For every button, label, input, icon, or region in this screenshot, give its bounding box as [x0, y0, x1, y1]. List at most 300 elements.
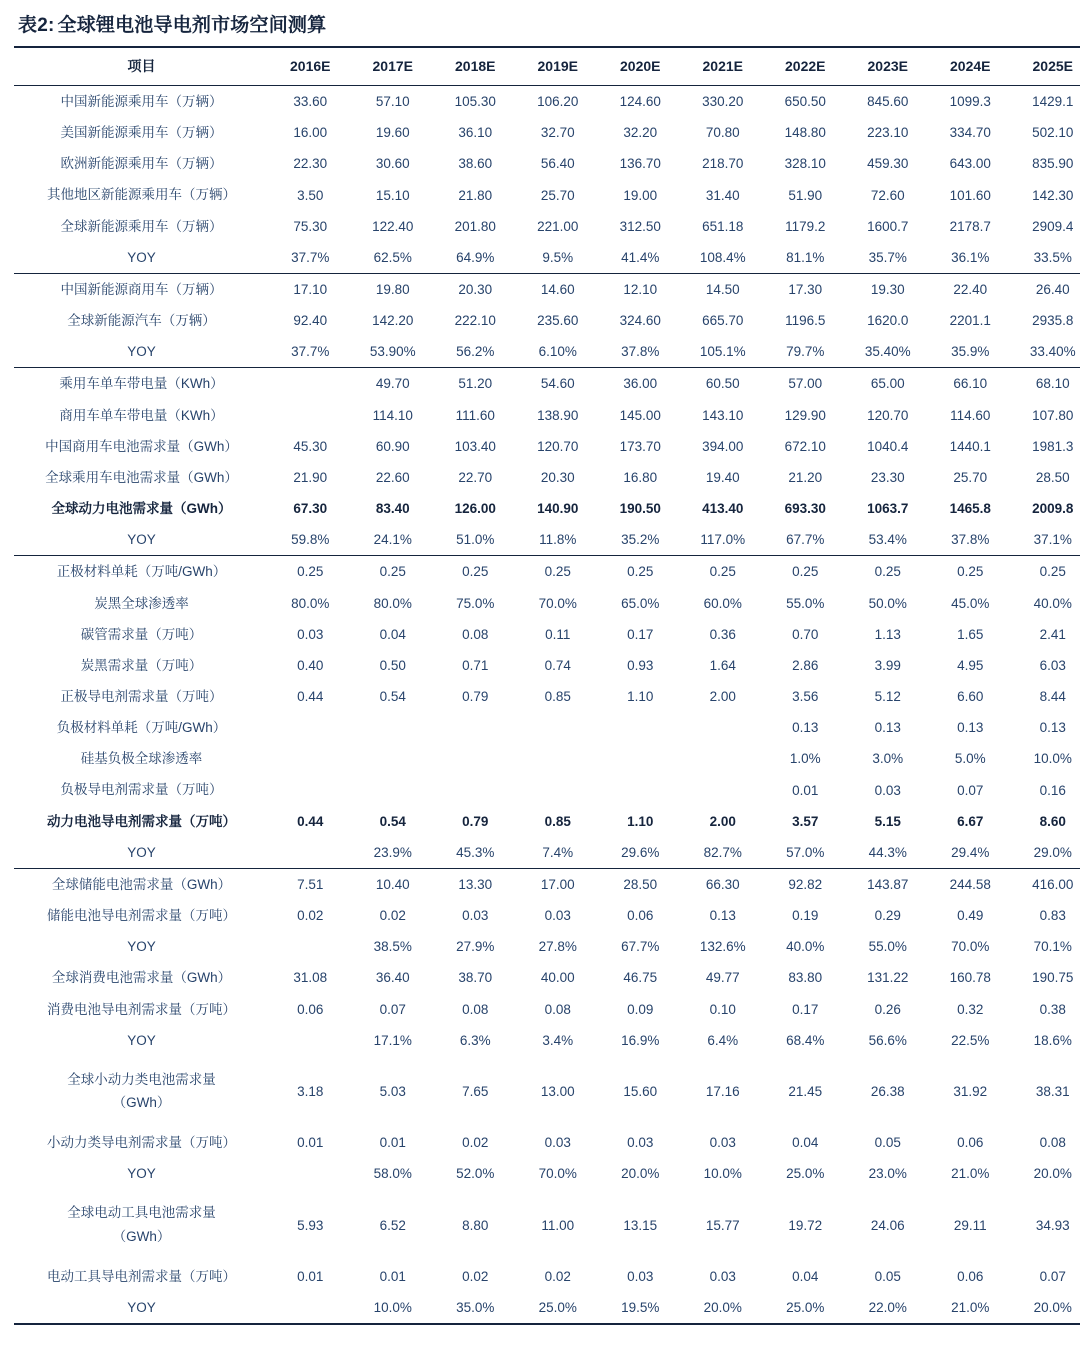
table-row — [14, 1025, 1080, 1056]
table-cell: 223.10 — [867, 125, 909, 141]
table-cell: 19.40 — [705, 469, 740, 485]
row-label: 炭黑需求量（万吨） — [80, 657, 203, 673]
table-row — [14, 1292, 1080, 1324]
table-row — [14, 493, 1080, 524]
table-cell: 6.60 — [957, 689, 984, 705]
table-cell: 0.25 — [599, 556, 682, 588]
table-cell: 0.29 — [874, 908, 901, 924]
table-cell: 56.40 — [540, 156, 575, 172]
row-label: 全球小动力类电池需求量 （GWh） — [67, 1071, 216, 1111]
table-cell: 67.7% — [621, 939, 660, 955]
table-cell: 19.00 — [623, 187, 658, 203]
table-cell: 25.0% — [786, 1166, 825, 1182]
table-cell: 10.40 — [352, 868, 435, 900]
table-cell — [517, 743, 600, 774]
column-header-year: 2018E — [434, 47, 517, 86]
table-cell: 10.0% — [373, 1299, 412, 1315]
row-label: 中国商用车电池需求量（GWh） — [45, 438, 238, 454]
table-cell: 1.65 — [957, 626, 984, 642]
table-cell — [434, 774, 517, 805]
row-label: 负极导电剂需求量（万吨） — [60, 782, 223, 798]
table-cell: 1063.7 — [867, 501, 909, 517]
table-row — [14, 837, 1080, 869]
table-cell: 0.25 — [517, 556, 600, 588]
table-cell: 0.03 — [297, 626, 324, 642]
table-cell: 51.0% — [456, 532, 495, 548]
table-row — [14, 1056, 1080, 1127]
table-cell: 120.70 — [537, 438, 579, 454]
table-row — [14, 117, 1080, 148]
table-cell: 1.10 — [627, 689, 654, 705]
table-cell: 0.06 — [297, 1001, 324, 1017]
table-cell: 334.70 — [949, 125, 991, 141]
table-cell: 25.0% — [786, 1299, 825, 1315]
table-cell: 0.08 — [544, 1001, 571, 1017]
column-header-year: 2022E — [764, 47, 847, 86]
table-cell — [269, 400, 352, 431]
table-cell: 3.4% — [542, 1032, 574, 1048]
table-cell: 201.80 — [454, 218, 496, 234]
table-cell — [434, 743, 517, 774]
row-label: YOY — [127, 1032, 156, 1048]
row-label: YOY — [127, 344, 156, 360]
table-cell: 20.0% — [621, 1166, 660, 1182]
table-cell: 0.01 — [379, 1268, 406, 1284]
table-cell: 23.0% — [868, 1166, 907, 1182]
column-header-label: 项目 — [14, 47, 269, 86]
row-label: 碳管需求量（万吨） — [80, 626, 203, 642]
row-label: 全球电动工具电池需求量 （GWh） — [67, 1205, 216, 1245]
table-cell: 38.31 — [1035, 1083, 1070, 1099]
table-cell: 52.0% — [456, 1166, 495, 1182]
table-cell: 665.70 — [702, 313, 744, 329]
table-cell: 10.0% — [1033, 751, 1072, 767]
table-cell: 0.25 — [682, 556, 765, 588]
table-cell: 394.00 — [702, 438, 744, 454]
table-cell: 330.20 — [702, 94, 744, 110]
table-cell: 7.4% — [542, 844, 574, 860]
table-cell: 19.5% — [621, 1299, 660, 1315]
table-cell: 0.49 — [957, 908, 984, 924]
table-cell: 25.70 — [953, 469, 988, 485]
table-cell: 3.0% — [872, 751, 904, 767]
table-cell: 17.00 — [517, 868, 600, 900]
table-cell: 126.00 — [454, 501, 496, 517]
table-cell: 20.0% — [703, 1299, 742, 1315]
table-cell: 29.0% — [1033, 844, 1072, 860]
table-cell: 0.13 — [874, 720, 901, 736]
table-row — [14, 1158, 1080, 1189]
table-cell: 22.0% — [868, 1299, 907, 1315]
table-cell: 312.50 — [619, 218, 661, 234]
table-cell: 55.0% — [786, 595, 825, 611]
table-cell: 29.6% — [621, 844, 660, 860]
table-cell: 56.2% — [456, 344, 495, 360]
table-cell: 0.17 — [627, 626, 654, 642]
column-header-year: 2024E — [929, 47, 1012, 86]
table-cell: 0.19 — [792, 908, 819, 924]
table-row — [14, 962, 1080, 993]
table-row — [14, 743, 1080, 774]
row-label: 商用车单车带电量（KWh） — [59, 407, 224, 423]
table-cell: 45.3% — [456, 844, 495, 860]
row-label: 硅基负极全球渗透率 — [80, 751, 203, 767]
table-cell: 5.93 — [297, 1217, 324, 1233]
row-label: 全球消费电池需求量（GWh） — [51, 970, 232, 986]
table-cell: 66.10 — [929, 368, 1012, 400]
table-row — [14, 400, 1080, 431]
table-cell: 16.00 — [293, 125, 328, 141]
table-row — [14, 211, 1080, 242]
table-cell: 17.16 — [705, 1083, 740, 1099]
table-cell: 80.0% — [373, 595, 412, 611]
table-cell: 65.0% — [621, 595, 660, 611]
row-label: 全球乘用车电池需求量（GWh） — [45, 469, 238, 485]
table-cell: 37.7% — [291, 344, 330, 360]
table-cell: 29.4% — [951, 844, 990, 860]
table-cell: 0.02 — [462, 1135, 489, 1151]
table-cell: 22.30 — [293, 156, 328, 172]
table-cell: 7.51 — [269, 868, 352, 900]
table-cell: 0.13 — [792, 720, 819, 736]
table-cell: 75.0% — [456, 595, 495, 611]
table-footer — [14, 1324, 1080, 1325]
column-header-year: 2020E — [599, 47, 682, 86]
table-cell: 6.4% — [707, 1032, 739, 1048]
table-cell: 32.20 — [623, 125, 658, 141]
table-cell: 17.1% — [373, 1032, 412, 1048]
table-cell: 131.22 — [867, 970, 909, 986]
table-cell: 83.40 — [375, 501, 410, 517]
table-cell — [269, 368, 352, 400]
table-cell: 31.40 — [705, 187, 740, 203]
table-cell: 8.60 — [1039, 813, 1066, 829]
table-cell: 16.9% — [621, 1032, 660, 1048]
table-cell: 0.25 — [1012, 556, 1080, 588]
table-cell: 2178.7 — [949, 218, 991, 234]
table-row — [14, 774, 1080, 805]
table-cell — [352, 743, 435, 774]
row-label: 正极导电剂需求量（万吨） — [60, 688, 223, 704]
table-row — [14, 681, 1080, 712]
table-cell — [352, 774, 435, 805]
table-cell: 0.13 — [957, 720, 984, 736]
table-cell: 0.83 — [1039, 908, 1066, 924]
table-cell: 35.2% — [621, 532, 660, 548]
table-cell: 36.00 — [599, 368, 682, 400]
column-header-year: 2021E — [682, 47, 765, 86]
table-cell: 19.30 — [847, 273, 930, 305]
table-cell: 59.8% — [291, 532, 330, 548]
table-cell: 79.7% — [786, 344, 825, 360]
table-cell: 36.10 — [458, 125, 493, 141]
table-cell: 0.08 — [462, 1001, 489, 1017]
table-cell: 33.60 — [293, 94, 328, 110]
table-cell: 49.70 — [352, 368, 435, 400]
table-cell: 11.00 — [541, 1217, 575, 1233]
table-cell: 693.30 — [784, 501, 826, 517]
table-cell: 70.0% — [951, 939, 990, 955]
table-cell: 173.70 — [619, 438, 661, 454]
table-cell: 75.30 — [293, 218, 328, 234]
table-cell: 1179.2 — [785, 218, 826, 234]
page-title — [14, 8, 1066, 46]
table-cell: 0.44 — [297, 813, 324, 829]
table-cell: 21.80 — [458, 187, 493, 203]
table-row — [14, 524, 1080, 556]
table-cell — [269, 837, 352, 869]
table-cell: 58.0% — [373, 1166, 412, 1182]
table-cell: 138.90 — [537, 407, 579, 423]
table-number: 表2: — [18, 15, 55, 36]
table-cell: 22.60 — [375, 469, 410, 485]
table-cell: 5.12 — [874, 689, 901, 705]
table-row — [14, 1261, 1080, 1292]
table-body — [14, 86, 1080, 1324]
row-label: 中国新能源乘用车（万辆） — [60, 94, 223, 109]
table-cell: 68.4% — [786, 1032, 825, 1048]
table-cell: 40.00 — [540, 970, 575, 986]
table-cell: 10.0% — [703, 1166, 742, 1182]
column-header-year: 2019E — [517, 47, 600, 86]
table-cell: 0.03 — [627, 1135, 654, 1151]
table-cell: 20.30 — [540, 469, 575, 485]
row-label: 电动工具导电剂需求量（万吨） — [47, 1268, 236, 1284]
row-label: 其他地区新能源乘用车（万辆） — [47, 187, 236, 203]
table-cell: 37.1% — [1033, 532, 1072, 548]
table-row — [14, 556, 1080, 588]
table-row — [14, 650, 1080, 681]
table-cell: 114.10 — [372, 407, 413, 423]
table-cell: 0.01 — [297, 1135, 324, 1151]
table-cell: 0.02 — [297, 908, 324, 924]
table-cell: 51.90 — [788, 187, 823, 203]
table-cell: 0.71 — [462, 657, 489, 673]
table-cell: 114.60 — [950, 407, 991, 423]
table-cell: 0.03 — [544, 1135, 571, 1151]
table-cell: 0.85 — [544, 689, 571, 705]
table-cell: 4.95 — [957, 657, 984, 673]
table-cell: 124.60 — [619, 94, 661, 110]
table-cell: 0.08 — [1039, 1135, 1066, 1151]
table-cell: 51.20 — [434, 368, 517, 400]
table-cell: 3.57 — [792, 813, 819, 829]
row-label: YOY — [127, 939, 156, 955]
table-cell: 0.36 — [709, 626, 736, 642]
table-cell: 49.77 — [705, 970, 740, 986]
table-cell: 145.00 — [619, 407, 661, 423]
table-cell: 23.30 — [870, 469, 905, 485]
table-cell: 0.74 — [544, 657, 571, 673]
table-cell — [682, 743, 765, 774]
table-cell: 416.00 — [1012, 868, 1080, 900]
table-cell — [599, 743, 682, 774]
table-cell: 31.08 — [293, 970, 328, 986]
table-cell: 35.9% — [951, 344, 990, 360]
table-cell: 0.13 — [709, 908, 736, 924]
table-cell: 70.1% — [1033, 939, 1072, 955]
table-cell: 27.8% — [538, 939, 577, 955]
table-cell: 8.44 — [1039, 689, 1066, 705]
table-cell: 6.03 — [1039, 657, 1066, 673]
table-cell: 80.0% — [291, 595, 330, 611]
table-cell: 218.70 — [702, 156, 744, 172]
table-cell: 0.05 — [874, 1135, 901, 1151]
table-cell: 0.16 — [1039, 782, 1066, 798]
table-row — [14, 1189, 1080, 1260]
table-cell: 45.0% — [951, 595, 990, 611]
table-cell: 6.67 — [957, 813, 984, 829]
table-cell: 142.30 — [1032, 187, 1074, 203]
table-cell: 222.10 — [454, 313, 496, 329]
table-cell: 1.0% — [789, 751, 821, 767]
table-cell: 20.30 — [434, 273, 517, 305]
table-cell: 142.20 — [372, 313, 414, 329]
table-cell: 65.00 — [847, 368, 930, 400]
row-label: YOY — [127, 532, 156, 548]
table-cell: 82.7% — [703, 844, 742, 860]
table-cell: 28.50 — [599, 868, 682, 900]
table-cell: 643.00 — [949, 156, 991, 172]
table-cell: 324.60 — [619, 313, 661, 329]
table-cell: 0.25 — [929, 556, 1012, 588]
table-cell: 21.90 — [293, 469, 328, 485]
table-cell: 0.05 — [874, 1268, 901, 1284]
row-label: 全球新能源汽车（万辆） — [67, 313, 216, 329]
table-cell: 53.4% — [868, 532, 907, 548]
row-label: 欧洲新能源乘用车（万辆） — [60, 156, 223, 172]
table-cell: 22.40 — [929, 273, 1012, 305]
table-cell — [269, 712, 352, 743]
bottom-rule — [14, 1324, 1080, 1325]
table-cell — [517, 774, 600, 805]
table-cell: 120.70 — [867, 407, 909, 423]
table-cell: 0.03 — [874, 782, 901, 798]
table-cell: 56.6% — [868, 1032, 907, 1048]
table-cell: 0.07 — [1039, 1268, 1066, 1284]
table-cell: 83.80 — [788, 970, 823, 986]
table-cell: 0.17 — [792, 1001, 819, 1017]
table-cell: 19.72 — [788, 1217, 823, 1233]
table-cell: 0.79 — [462, 813, 489, 829]
table-cell: 5.15 — [874, 813, 901, 829]
table-cell — [269, 1158, 352, 1189]
table-row — [14, 368, 1080, 400]
table-cell: 60.50 — [682, 368, 765, 400]
table-row — [14, 931, 1080, 962]
table-cell: 1600.7 — [867, 218, 909, 234]
table-cell: 835.90 — [1032, 156, 1074, 172]
table-cell: 66.30 — [682, 868, 765, 900]
table-row — [14, 179, 1080, 210]
table-cell: 244.58 — [929, 868, 1012, 900]
table-cell — [434, 712, 517, 743]
table-cell: 413.40 — [702, 501, 744, 517]
table-cell: 0.25 — [269, 556, 352, 588]
table-cell: 2935.8 — [1032, 313, 1074, 329]
table-cell: 70.0% — [538, 1166, 577, 1182]
table-cell: 0.04 — [792, 1135, 819, 1151]
table-cell: 0.06 — [627, 908, 654, 924]
table-cell: 3.18 — [297, 1083, 324, 1099]
table-cell — [269, 1292, 352, 1324]
table-cell: 0.02 — [379, 908, 406, 924]
table-cell: 21.45 — [788, 1083, 823, 1099]
table-cell: 0.25 — [764, 556, 847, 588]
table-cell: 22.70 — [458, 469, 493, 485]
table-cell: 0.08 — [462, 626, 489, 642]
table-cell: 21.20 — [788, 469, 823, 485]
column-header-year: 2016E — [269, 47, 352, 86]
table-cell: 0.03 — [462, 908, 489, 924]
table-cell: 143.87 — [847, 868, 930, 900]
table-cell — [599, 774, 682, 805]
column-header-year: 2023E — [847, 47, 930, 86]
table-cell: 21.0% — [951, 1299, 990, 1315]
table-title-text: 全球锂电池导电剂市场空间测算 — [57, 15, 327, 36]
table-cell: 21.0% — [951, 1166, 990, 1182]
table-cell: 32.70 — [540, 125, 575, 141]
table-row — [14, 712, 1080, 743]
row-label: 动力电池导电剂需求量（万吨） — [47, 813, 236, 829]
table-cell — [269, 774, 352, 805]
table-cell: 0.01 — [379, 1135, 406, 1151]
row-label: 炭黑全球渗透率 — [94, 595, 189, 611]
table-cell: 57.10 — [375, 94, 410, 110]
table-cell: 0.03 — [709, 1268, 736, 1284]
row-label: 负极材料单耗（万吨/GWh） — [56, 720, 227, 736]
table-cell: 129.90 — [784, 407, 826, 423]
table-cell: 459.30 — [867, 156, 909, 172]
table-cell: 64.9% — [456, 249, 495, 265]
table-cell: 0.85 — [544, 813, 571, 829]
table-cell: 105.30 — [454, 94, 496, 110]
table-cell — [682, 712, 765, 743]
table-cell: 33.40% — [1029, 344, 1076, 360]
table-cell: 140.90 — [537, 501, 579, 517]
table-cell: 235.60 — [537, 313, 579, 329]
table-cell: 3.56 — [792, 689, 819, 705]
table-cell: 37.8% — [621, 344, 660, 360]
table-cell: 108.4% — [699, 249, 746, 265]
table-cell: 55.0% — [868, 939, 907, 955]
table-cell: 3.50 — [297, 187, 324, 203]
table-cell: 13.30 — [434, 868, 517, 900]
table-cell: 16.80 — [623, 469, 658, 485]
table-cell: 45.30 — [293, 438, 328, 454]
table-cell: 103.40 — [454, 438, 496, 454]
table-cell: 67.30 — [293, 501, 328, 517]
table-cell: 2.86 — [792, 657, 819, 673]
table-cell: 0.06 — [957, 1135, 984, 1151]
row-label: 全球储能电池需求量（GWh） — [14, 868, 269, 900]
table-cell: 0.25 — [434, 556, 517, 588]
table-row — [14, 1127, 1080, 1158]
table-cell: 0.01 — [792, 782, 819, 798]
table-cell: 328.10 — [784, 156, 826, 172]
table-cell: 2009.8 — [1032, 501, 1074, 517]
table-cell: 0.25 — [847, 556, 930, 588]
table-cell: 14.50 — [682, 273, 765, 305]
table-cell: 24.06 — [870, 1217, 905, 1233]
table-cell: 0.25 — [352, 556, 435, 588]
table-cell: 132.6% — [699, 939, 746, 955]
row-label: YOY — [127, 844, 156, 860]
row-label: 全球新能源乘用车（万辆） — [60, 218, 223, 234]
table-row — [14, 619, 1080, 650]
table-cell: 38.5% — [373, 939, 412, 955]
table-cell: 1.64 — [709, 657, 736, 673]
